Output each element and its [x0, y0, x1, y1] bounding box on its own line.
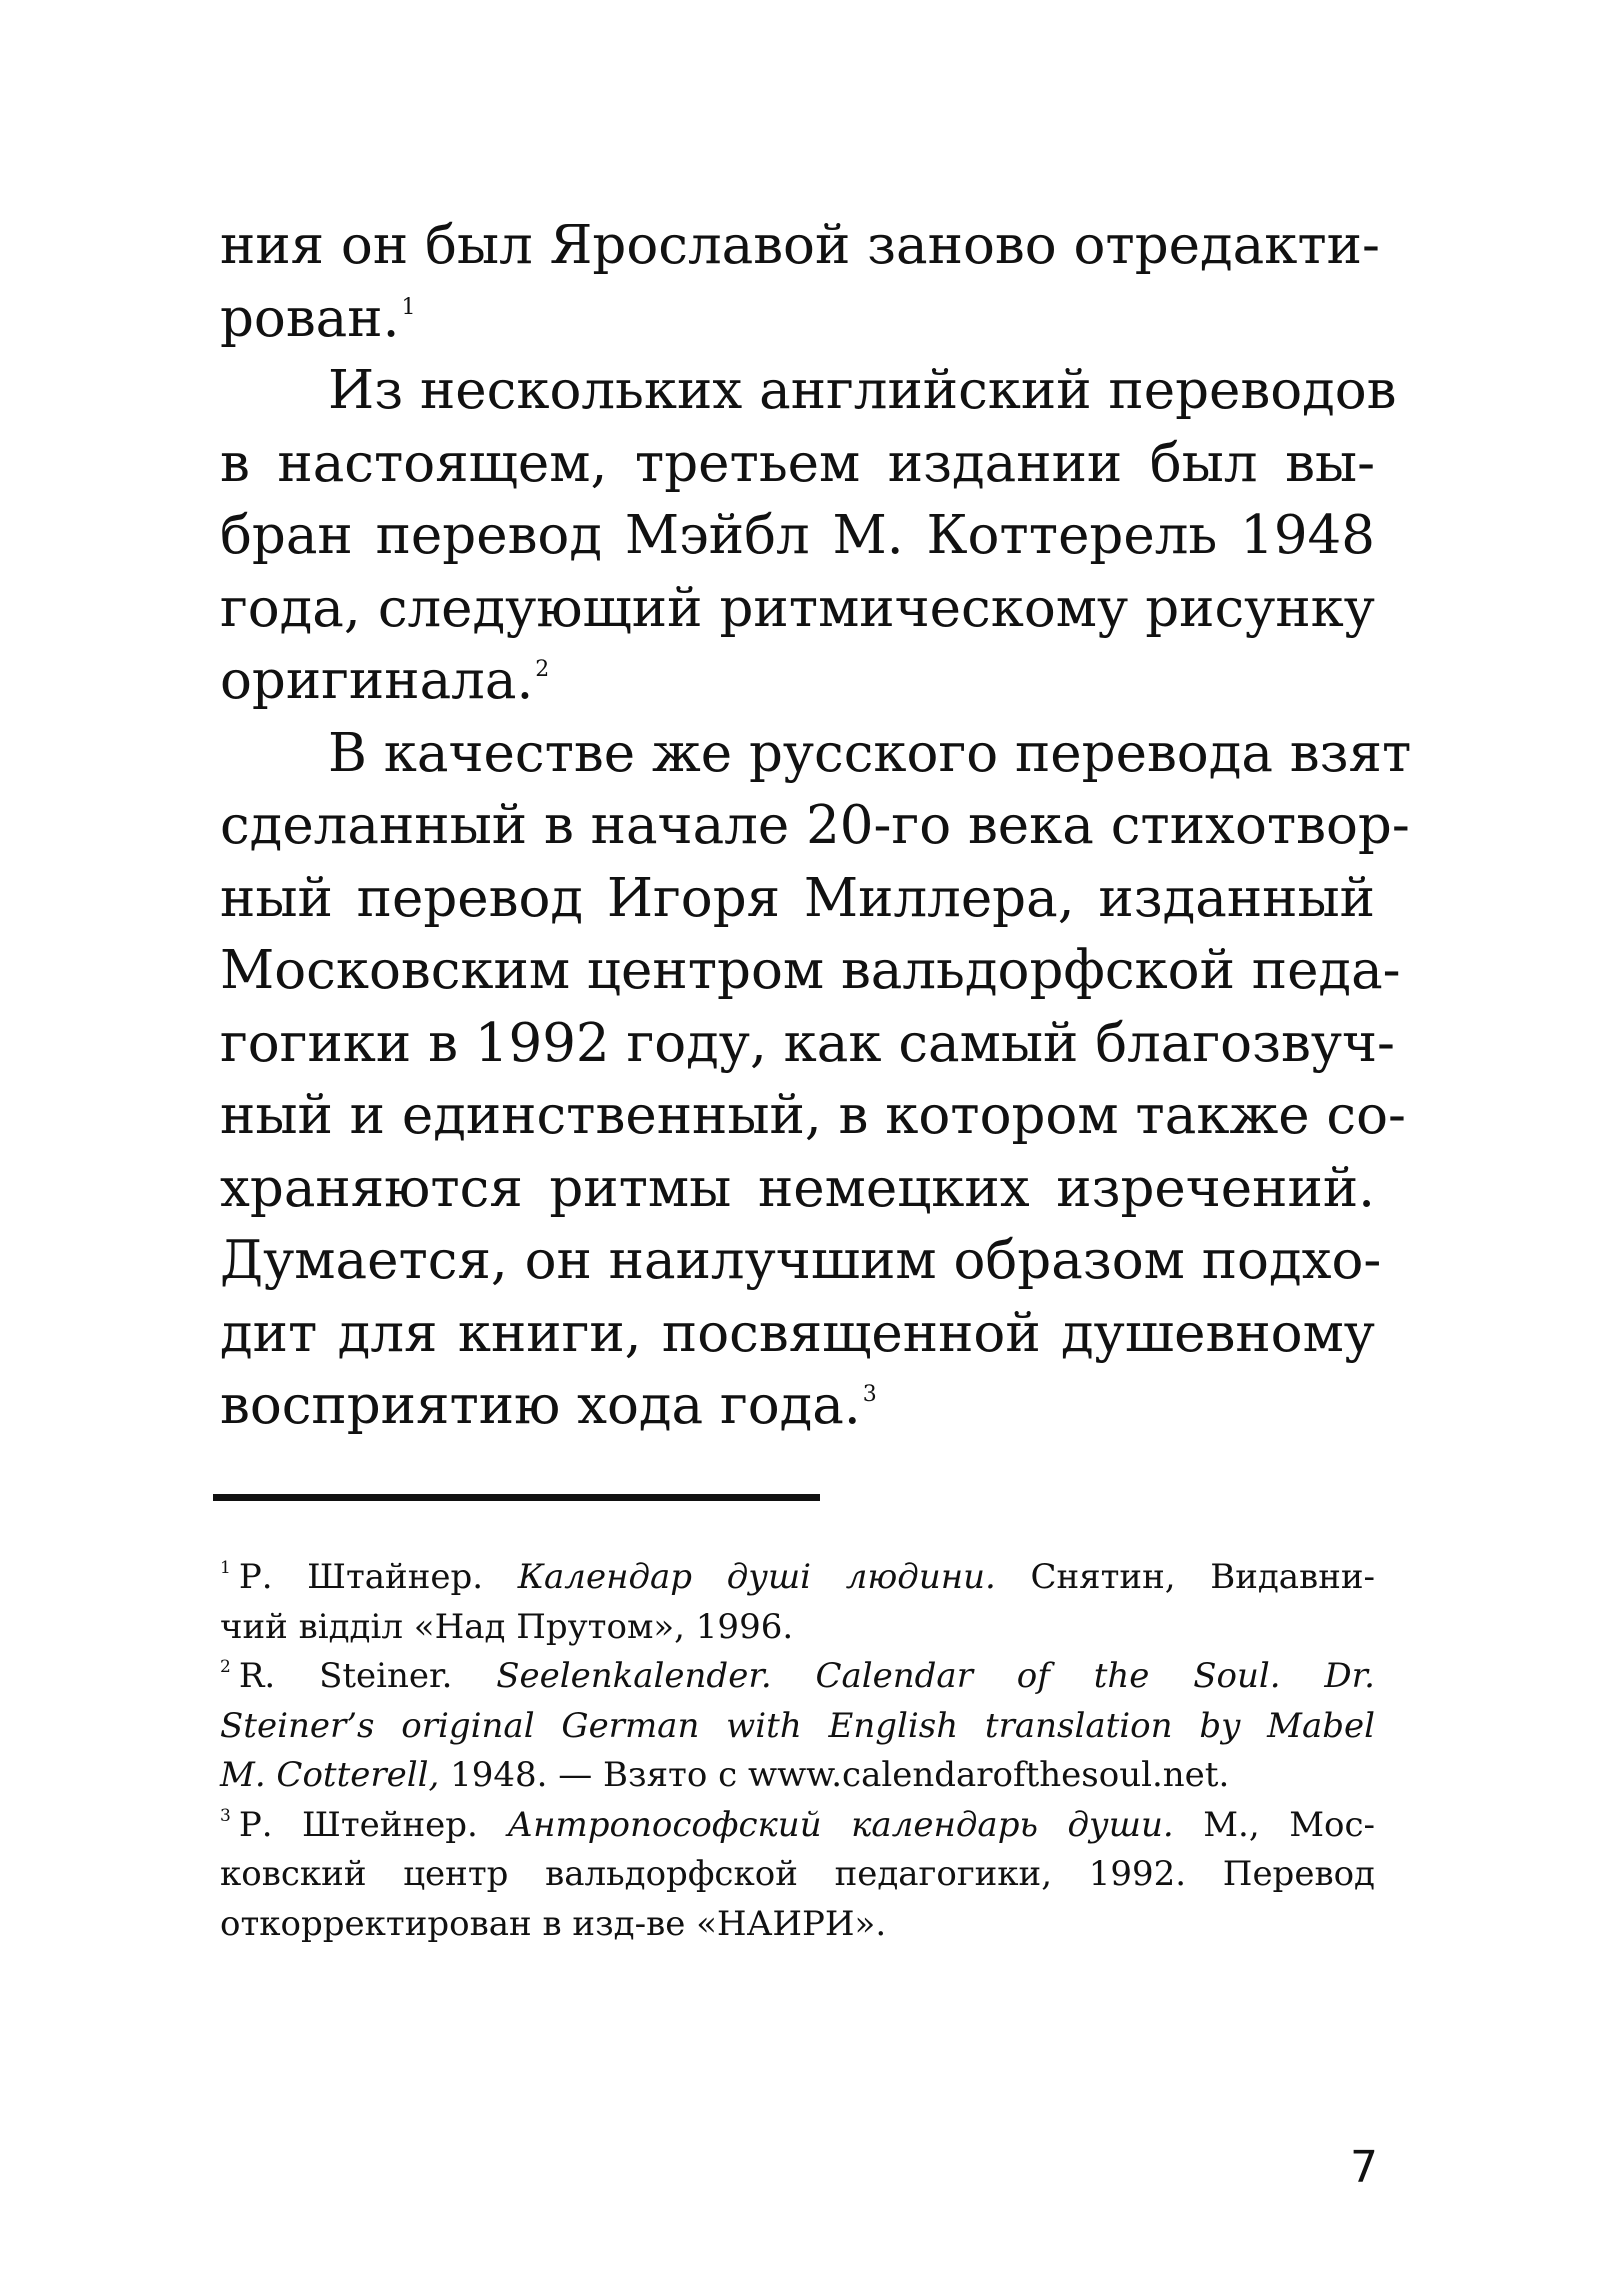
footnote-marker: 3 — [220, 1805, 231, 1826]
paragraph-3-line: Московским центром вальдорфской педа- — [220, 940, 1401, 1001]
page-number: 7 — [1350, 2142, 1378, 2193]
footnote-marker: 1 — [220, 1558, 231, 1578]
footnote-marker: 2 — [220, 1657, 231, 1677]
footnote-2: $^2$ R. Steiner. Seelenkalender. Calendar of the Soul. Dr. — [220, 1656, 1375, 1696]
footnote-2-cont: M. Cotterell, 1948. — Взято с www.calendarofthesoul.net. — [220, 1755, 1230, 1795]
paragraph-2-line: в настоящем, третьем издании был вы- — [220, 432, 1375, 494]
paragraph-3-line: дит для книги, посвященной душевному — [220, 1302, 1375, 1364]
paragraph-3-line: ный перевод Игоря Миллера, изданный — [220, 867, 1375, 929]
footnote-1: $^1$ Р. Штайнер. Календар душі людини. Снятин, Видавни- — [220, 1557, 1376, 1597]
paragraph-2-line: бран перевод Мэйбл М. Коттерель 1948 — [220, 505, 1375, 566]
footnote-divider — [213, 1494, 820, 1501]
paragraph-3-line: сделанный в начале 20-го века стихотвор- — [220, 795, 1410, 856]
footnote-3: $^3$ Р. Штейнер. Антропософский календарь души. М., Мос- — [220, 1804, 1376, 1845]
footnote-ref-2[interactable]: 2 — [535, 657, 550, 682]
paragraph-2-line: года, следующий ритмическому рисунку — [220, 577, 1375, 639]
footnotes — [220, 1553, 1375, 1949]
main-text — [220, 210, 1412, 1443]
footnote-ref-1[interactable]: 1 — [401, 294, 416, 320]
footnote-3-cont: откорректирован в изд-ве «НАИРИ». — [220, 1903, 887, 1944]
paragraph-3-line: храняются ритмы немецких изречений. — [220, 1157, 1375, 1219]
footnote-3-cont: ковский центр вальдорфской педагогики, 1992. Перевод — [220, 1854, 1375, 1894]
paragraph-3-line: В качестве же русского перевода взят — [328, 722, 1412, 784]
text-line: рован.$^1$ — [220, 287, 416, 349]
footnote-2-url: 1948. — Взято с www.calendarofthesoul.net. — [439, 1755, 1230, 1795]
footnote-ref-3[interactable]: 3 — [862, 1382, 877, 1407]
text-line: ния он был Ярославой заново отредакти- — [220, 215, 1380, 276]
footnote-1-cont: чий відділ «Над Прутом», 1996. — [220, 1606, 794, 1647]
paragraph-2-line: оригинала.$^2$ — [220, 650, 550, 711]
paragraph-3-line: ный и единственный, в котором также со- — [220, 1085, 1406, 1146]
paragraph-2-line: Из нескольких английский переводов — [328, 360, 1397, 421]
paragraph-3-line: гогики в 1992 году, как самый благозвуч- — [220, 1012, 1395, 1074]
paragraph-3-line: восприятию хода года.$^3$ — [220, 1375, 877, 1436]
footnote-2-cont: Steiner’s original German with English translation by Mabel — [220, 1705, 1375, 1746]
paragraph-3-line: Думается, он наилучшим образом подхо- — [220, 1230, 1382, 1291]
